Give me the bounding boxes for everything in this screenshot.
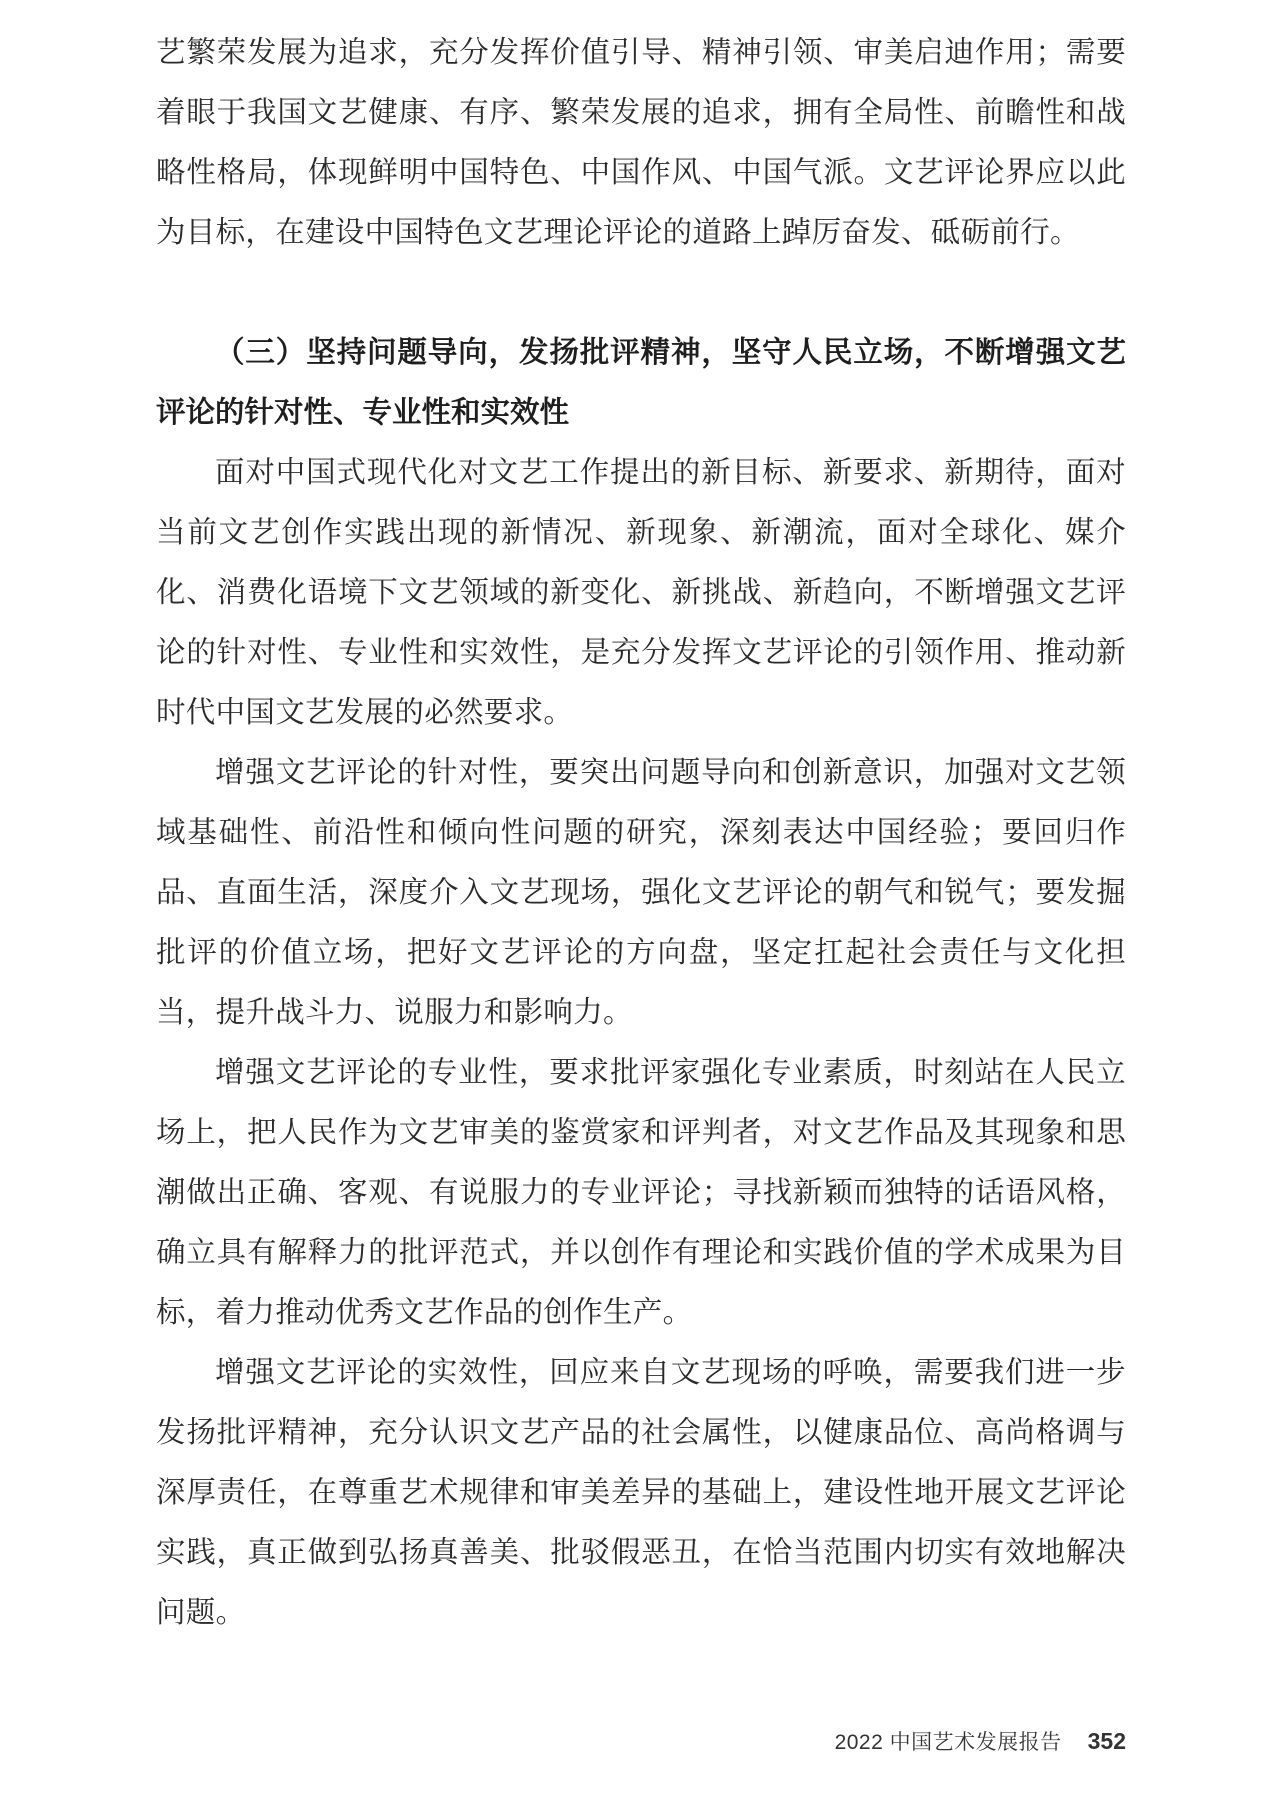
body-paragraph-1: 面对中国式现代化对文艺工作提出的新目标、新要求、新期待，面对当前文艺创作实践出现的新情况、新现象、新潮流，面对全球化、媒介化、消费化语境下文艺领域的新变化、新挑战、新趋向，不断增强文艺评论的针对性、专业性和实效性，是充分发挥文艺评论的引领作用、推动新时代中国文艺发展的必然要求。 [156, 455, 1126, 729]
section-heading: （三）坚持问题导向，发扬批评精神，坚守人民立场，不断增强文艺评论的针对性、专业性和实效性 [156, 335, 1126, 429]
body-paragraph-2: 增强文艺评论的针对性，要突出问题导向和创新意识，加强对文艺领域基础性、前沿性和倾向性问题的研究，深刻表达中国经验；要回归作品、直面生活，深度介入文艺现场，强化文艺评论的朝气和锐气；要发掘批评的价值立场，把好文艺评论的方向盘，坚定扛起社会责任与文化担当，提升战斗力、说服力和影响力。 [156, 755, 1126, 1029]
body-paragraph-4: 增强文艺评论的实效性，回应来自文艺现场的呼唤，需要我们进一步发扬批评精神，充分认识文艺产品的社会属性，以健康品位、高尚格调与深厚责任，在尊重艺术规律和审美差异的基础上，建设性地开展文艺评论实践，真正做到弘扬真善美、批驳假恶丑，在恰当范围内切实有效地解决问题。 [156, 1355, 1126, 1629]
page-body [156, 22, 1126, 1642]
body-paragraph-3: 增强文艺评论的专业性，要求批评家强化专业素质，时刻站在人民立场上，把人民作为文艺审美的鉴赏家和评判者，对文艺作品及其现象和思潮做出正确、客观、有说服力的专业评论；寻找新颖而独特的话语风格，确立具有解释力的批评范式，并以创作有理论和实践价值的学术成果为目标，着力推动优秀文艺作品的创作生产。 [156, 1055, 1126, 1329]
publication-title: 2022 中国艺术发展报告 [834, 1731, 1062, 1754]
page-footer [835, 1726, 1126, 1756]
intro-paragraph: 艺繁荣发展为追求，充分发挥价值引导、精神引领、审美启迪作用；需要着眼于我国文艺健康、有序、繁荣发展的追求，拥有全局性、前瞻性和战略性格局，体现鲜明中国特色、中国作风、中国气派。文艺评论界应以此为目标，在建设中国特色文艺理论评论的道路上踔厉奋发、砥砺前行。 [156, 35, 1126, 249]
page-number: 352 [1087, 1728, 1126, 1754]
